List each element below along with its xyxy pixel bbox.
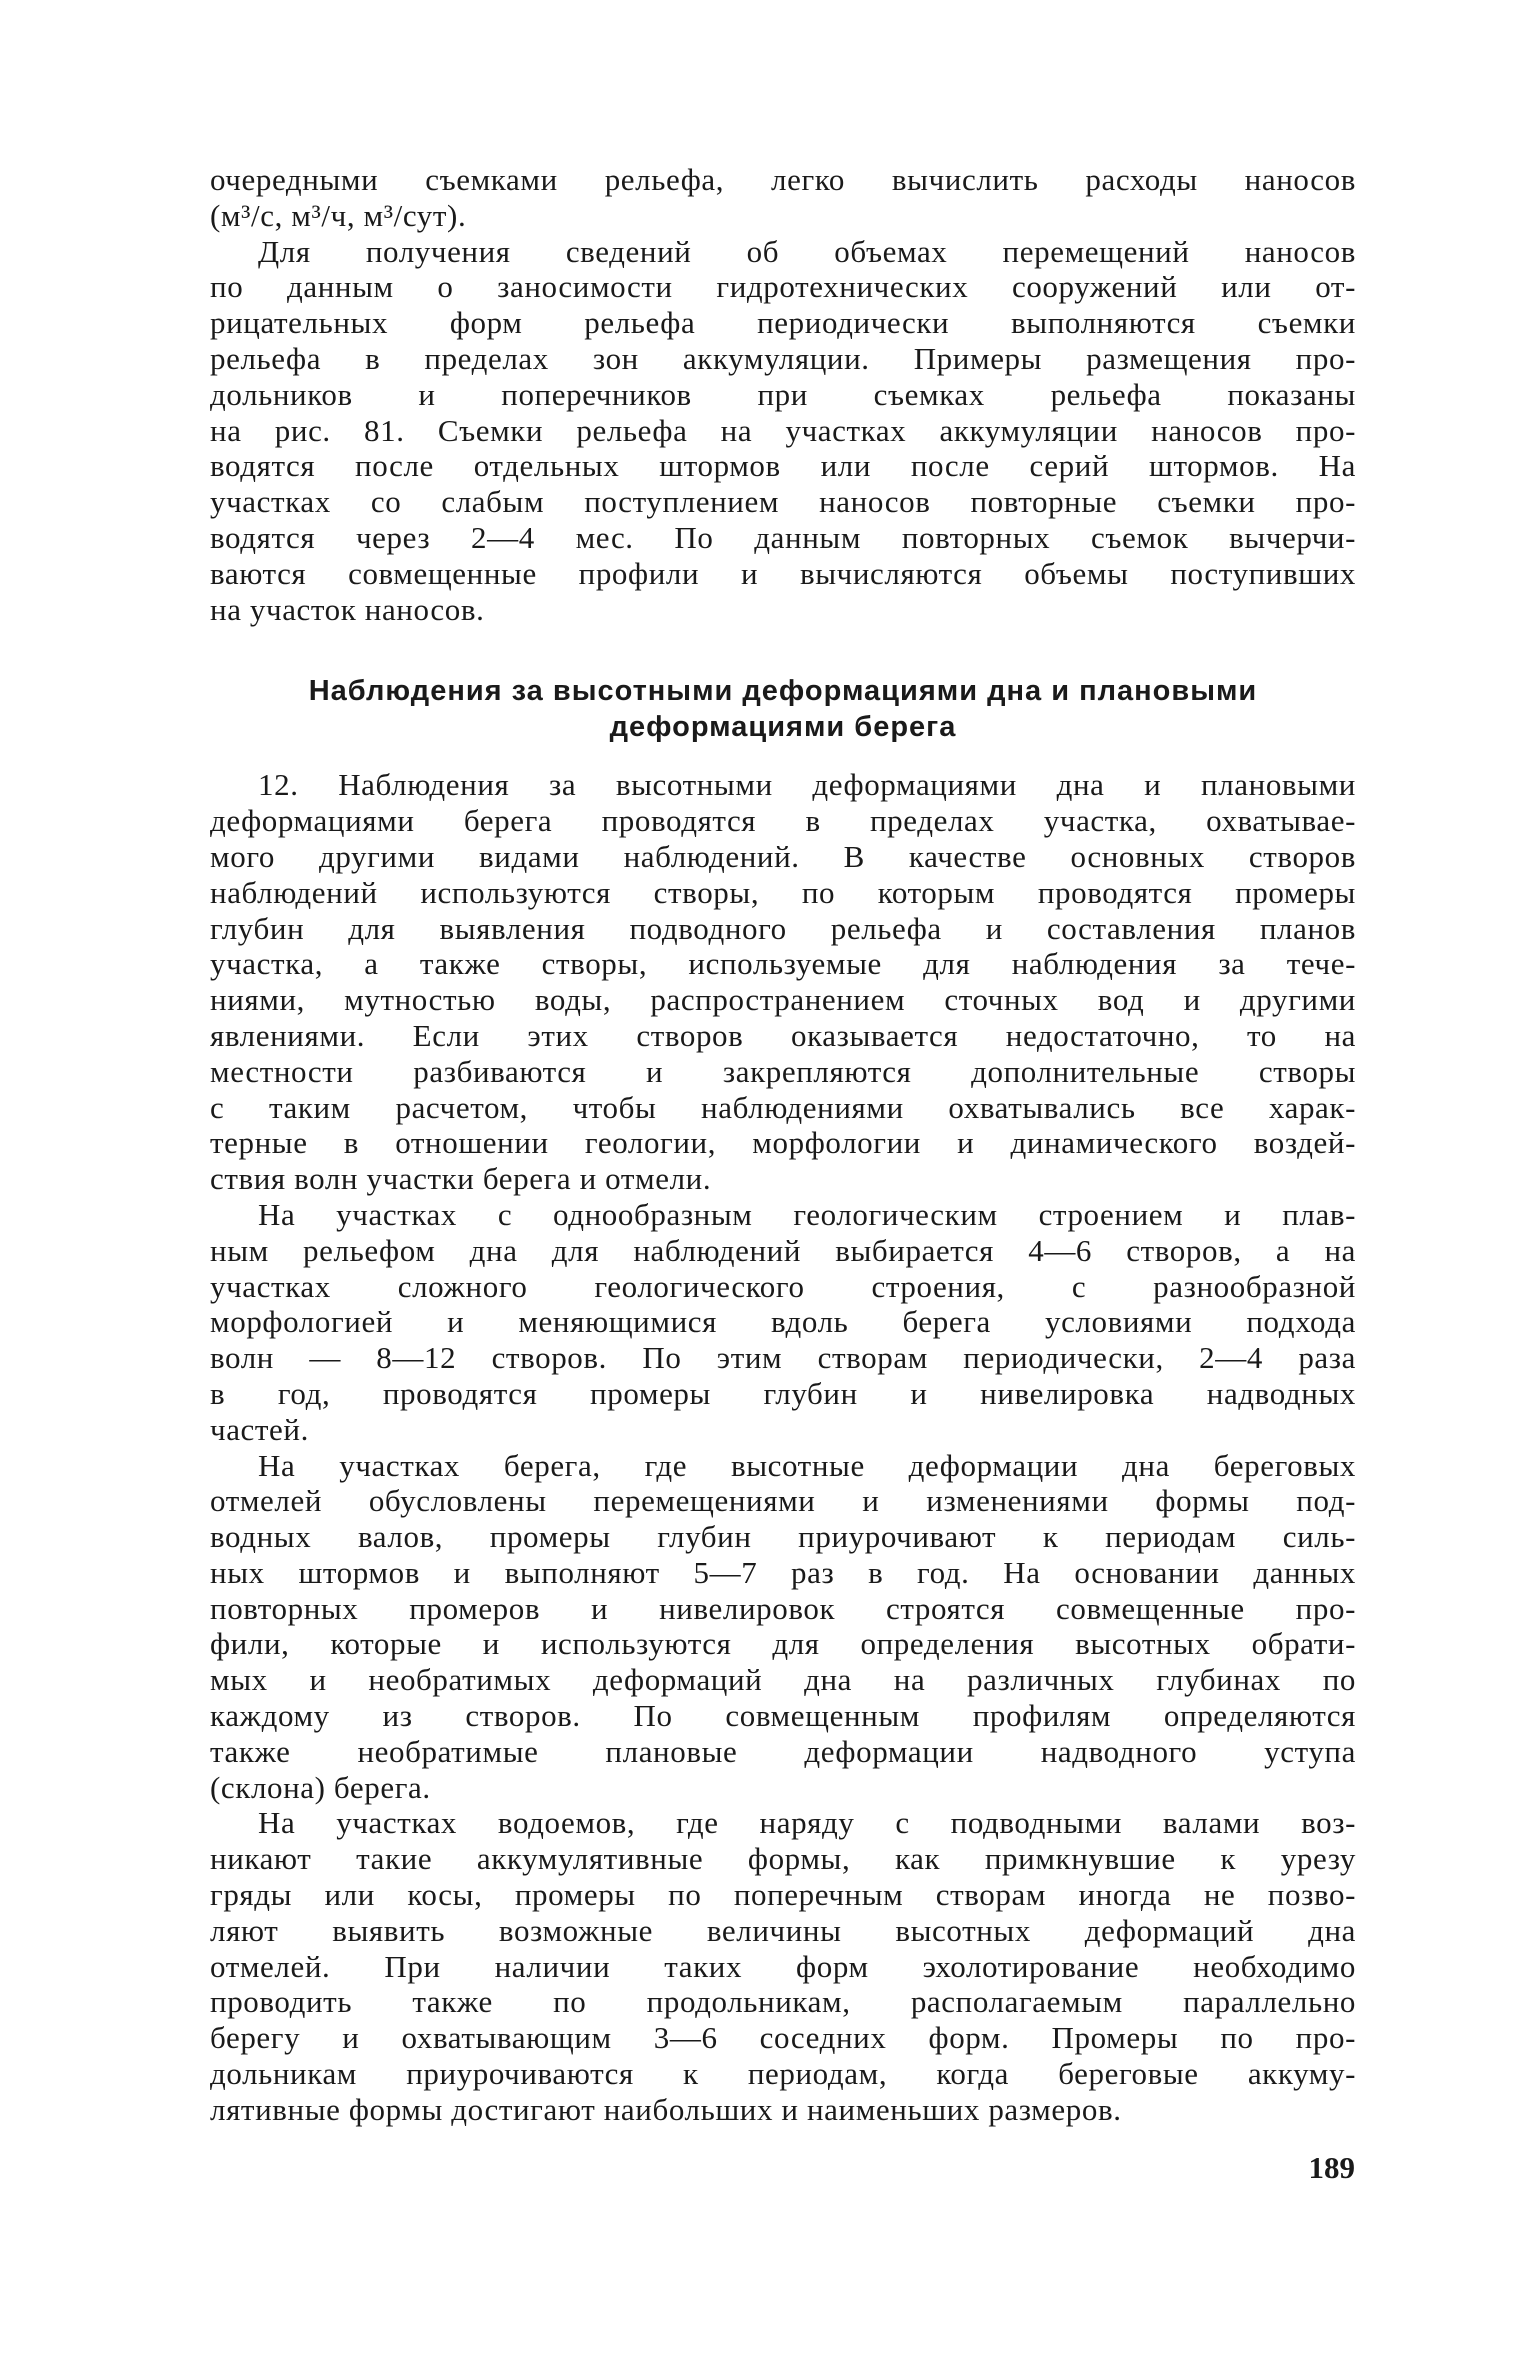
text-line: явлениями. Если этих створов оказывается недостаточно, то на <box>210 1017 1356 1053</box>
text-line: также необратимые плановые деформации надводного уступа <box>210 1733 1356 1769</box>
text-line: деформациями берега проводятся в пределах участка, охватывае- <box>210 803 1356 839</box>
text-line: водятся после отдельных штормов или после серий штормов. На <box>210 448 1356 484</box>
text-line: на рис. 81. Съемки рельефа на участках аккумуляции наносов про- <box>210 412 1356 448</box>
text-line: глубин для выявления подводного рельефа и составления планов <box>210 910 1356 946</box>
text-line: На участках водоемов, где наряду с подводными валами воз- <box>258 1805 1356 1841</box>
text-block-bottom <box>210 767 1356 2127</box>
text-line: дольникам приурочиваются к периодам, когда береговые аккуму- <box>210 2056 1356 2092</box>
text-line: фили, которые и используются для определения высотных обрати- <box>210 1626 1356 1662</box>
text-line: проводить также по продольникам, располагаемым параллельно <box>210 1984 1356 2020</box>
text-line: никают такие аккумулятивные формы, как примкнувшие к урезу <box>210 1841 1356 1877</box>
text-line: лятивные формы достигают наибольших и наименьших размеров. <box>210 2091 1122 2127</box>
text-line: волн — 8—12 створов. По этим створам периодически, 2—4 раза <box>210 1340 1356 1376</box>
text-line: ных штормов и выполняют 5—7 раз в год. На основании данных <box>210 1554 1356 1590</box>
page-number: 189 <box>1308 2150 1355 2185</box>
paragraph <box>210 1805 1356 2127</box>
text-line: водятся через 2—4 мес. По данным повторных съемок вычерчи- <box>210 519 1356 555</box>
text-line: повторных промеров и нивелировок строятся совмещенные про- <box>210 1590 1356 1626</box>
text-line: ствия волн участки берега и отмели. <box>210 1161 712 1197</box>
paragraph <box>210 1197 1356 1448</box>
text-line: морфологией и меняющимися вдоль берега условиями подхода <box>210 1304 1356 1340</box>
text-line: 12. Наблюдения за высотными деформациями дна и плановыми <box>258 767 1356 803</box>
text-line: рельефа в пределах зон аккумуляции. Примеры размещения про- <box>210 340 1356 376</box>
text-line: На участках с однообразным геологическим строением и плав- <box>258 1196 1356 1232</box>
text-line: (склона) берега. <box>210 1769 431 1805</box>
text-block-top <box>210 162 1356 627</box>
text-line: (м³/с, м³/ч, м³/сут). <box>210 197 467 233</box>
text-line: мых и необратимых деформаций дна на различных глубинах по <box>210 1662 1356 1698</box>
paragraph <box>210 1448 1356 1806</box>
text-line: наблюдений используются створы, по которым проводятся промеры <box>210 874 1356 910</box>
text-line: ваются совмещенные профили и вычисляются объемы поступивших <box>210 555 1356 591</box>
text-line: отмелей. При наличии таких форм эхолотирование необходимо <box>210 1948 1356 1984</box>
text-line: На участках берега, где высотные деформации дна береговых <box>258 1447 1356 1483</box>
text-line: дольников и поперечников при съемках рельефа показаны <box>210 376 1356 412</box>
text-line: отмелей обусловлены перемещениями и изменениями формы под- <box>210 1483 1356 1519</box>
text-line: каждому из створов. По совмещенным профилям определяются <box>210 1698 1356 1734</box>
text-line: мого другими видами наблюдений. В качестве основных створов <box>210 838 1356 874</box>
text-line: по данным о заносимости гидротехнических сооружений или от- <box>210 269 1356 305</box>
text-line: ляют выявить возможные величины высотных деформаций дна <box>210 1912 1356 1948</box>
text-line: очередными съемками рельефа, легко вычислить расходы наносов <box>210 162 1356 197</box>
section-heading-line: Наблюдения за высотными деформациями дна и плановыми <box>308 675 1258 708</box>
paragraph <box>210 234 1356 628</box>
text-line: участках сложного геологического строения, с разнообразной <box>210 1268 1356 1304</box>
text-line: гряды или косы, промеры по поперечным створам иногда не позво- <box>210 1877 1356 1913</box>
page-body <box>210 162 1356 2128</box>
section-heading <box>210 673 1356 745</box>
text-line: местности разбиваются и закрепляются дополнительные створы <box>210 1053 1356 1089</box>
text-line: ниями, мутностью воды, распространением сточных вод и другими <box>210 982 1356 1018</box>
text-line: терные в отношении геологии, морфологии и динамического воздей- <box>210 1125 1356 1161</box>
text-line: рицательных форм рельефа периодически выполняются съемки <box>210 305 1356 341</box>
text-line: частей. <box>210 1411 309 1447</box>
section-heading-line: деформациями берега <box>609 711 957 744</box>
text-line: на участок наносов. <box>210 591 485 627</box>
text-line: с таким расчетом, чтобы наблюдениями охватывались все харак- <box>210 1089 1356 1125</box>
paragraph <box>210 767 1356 1197</box>
text-line: берегу и охватывающим 3—6 соседних форм. Промеры по про- <box>210 2020 1356 2056</box>
text-line: участка, а также створы, используемые для наблюдения за тече- <box>210 946 1356 982</box>
text-line: Для получения сведений об объемах перемещений наносов <box>258 233 1356 269</box>
text-line: в год, проводятся промеры глубин и нивелировка надводных <box>210 1375 1356 1411</box>
text-line: участках со слабым поступлением наносов повторные съемки про- <box>210 484 1356 520</box>
paragraph <box>210 162 1356 234</box>
text-line: водных валов, промеры глубин приурочивают к периодам силь- <box>210 1519 1356 1555</box>
text-line: ным рельефом дна для наблюдений выбирается 4—6 створов, а на <box>210 1232 1356 1268</box>
